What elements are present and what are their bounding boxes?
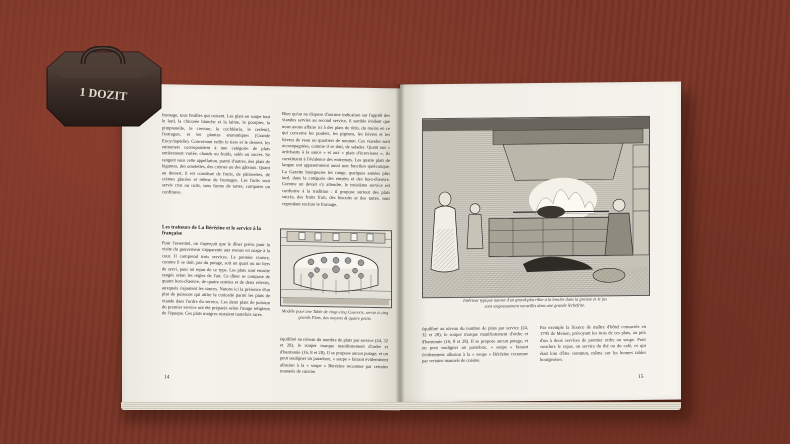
left-top-text: fromage, tous feuilles qui cuisent. Les plats en soupe tout le lard, la chicorée blanche et la laitue, le pourpier, la pimprenelle, le cresson, la cochléaria, le cerfeuil, l'estragon, et les plantes aromatiques (Grande Encyclopédie). Concernant enfin le tiers et le dessert, les entremets correspondent à une catégorie de plats entièrement variée, chauds ou froids, salés ou sucrés. Se rangent sous cette appellation, parmi d'autres, des plats de légumes, des omelettes, des crèmes ou des gâteaux. Quant au dessert, il est constitué de fruits, de pâtisseries, de crèmes glacées et même de fromages. Les fruits sont servis crus ou cuits, sous forme de tartes, compotes ou confitures. (162, 112, 270, 195)
left-page-right-column-text: Bien qu'on ne dispose d'aucune indication sur l'apprêt des viandes servies au second service, il semble évident que nous avons affaire ici à des plats de rôtis, du moins en ce qui concerne les poulets, les pigeons, les lièvres et les lièvres de veau ou quartiers de mouton. Ces viandes sont accompagnées, comme il se doit, de salades. Quant aux « artichauts à la sauce » et aux « plats d'écrevisses », ils constituent à l'évidence des entremets. Les quatre plats de langue ont apparemment aussi une fonction quelconque. La Gazette bourgeoise les range, quelques années plus tard, dans la catégorie des entrées et des hors-d'œuvre. Comme on devait s'y attendre, le troisième service est conforme à la tradition : il propose surtout des plats sucrés, des fruits frais, des biscuits et des tartes, sans cependant exclure le fromage. (282, 111, 390, 207)
kitchen-scene-illustration (423, 117, 649, 297)
cast-iron-weight (43, 46, 165, 128)
kitchen-engraving (422, 116, 650, 298)
table-setting-illustration (281, 229, 391, 307)
right-caption: Intérieur typique autour d'un grand-plat rôtie à la broche dans la graisse et le jus sont soigneusement recueillis dans une grande lèchefrite. (463, 296, 607, 309)
section-heading: Les traiteurs de La Bérézine et le service à la française (162, 224, 261, 238)
left-caption: Modèle pour une Table de vingt-cinq Couverts, servie à cinq grands Plats, des moyens & quatre petits. (281, 308, 389, 321)
right-bottom-left-text: équilibré au niveau du nombre de plats par service (24, 32 et 28), le souper marque manifestement d'ordre et d'harmonie (16, 8 et 28). Il se propose aucun potage, et on peut souligner un paradoxe, « soupe » faisant évidemment allusion à la « soupe » Bérézine reconnue par certains manuels de cuisine. (422, 325, 528, 364)
weight-illustration (43, 46, 165, 128)
right-page (400, 82, 681, 403)
page-edges (121, 402, 681, 410)
table-setting-engraving (280, 228, 392, 308)
book-gutter (396, 84, 404, 410)
left-body-text: Pour l'essentiel, on s'aperçoit que le dîner prévu pour la visite du gouverneur s'apparente aux menus en usage à la cour. Il comprend trois services. Le premier s'ouvre, comme il se doit, par du potage, soit un quart ou un tiers de servi, pour un repas de ce type. Les plats sont ensuite rangés selon les règles de l'art. Ce dîner se compose de quatre hors-d'œuvre, de quatre entrées et de deux relevés, auxquels s'ajoutent les sauces. Notons ici la présence d'un plat de poissons qui attire la curiosité parmi les plats de viande dans l'ordre du service. Les deux plats de poisson du premier service ont été préparés selon l'usage religieux de l'époque. Ces plats maigres restaient toutefois rares. (162, 240, 270, 318)
weight-stamp: 1 DOZIT (78, 84, 128, 104)
right-bottom-right-text: Par exemple la licence de maître d'hôtel consacrée en 1795 de Menon, prévoyant les trois de ces plats, au prix d'un à deux services de premier ordre ou soupe. Pour conclure le repas, on servira du thé ou du café, ce qui était loin d'être commun, même sur les bonnes tables bourgeoises. (540, 323, 646, 363)
right-page-number: 15 (638, 373, 644, 380)
left-page-number: 14 (164, 374, 170, 381)
left-bottom-right-text: équilibré au niveau du nombre de plats par service (24, 32 et 28), le souper marque manifestement d'ordre et d'harmonie (16, 8 et 28). Il se propose aucun potage, et on peut souligner un paradoxe, « soupe » faisant évidemment allusion à la « soupe » Bérézine reconnue par certains manuels de cuisine. (280, 336, 388, 374)
